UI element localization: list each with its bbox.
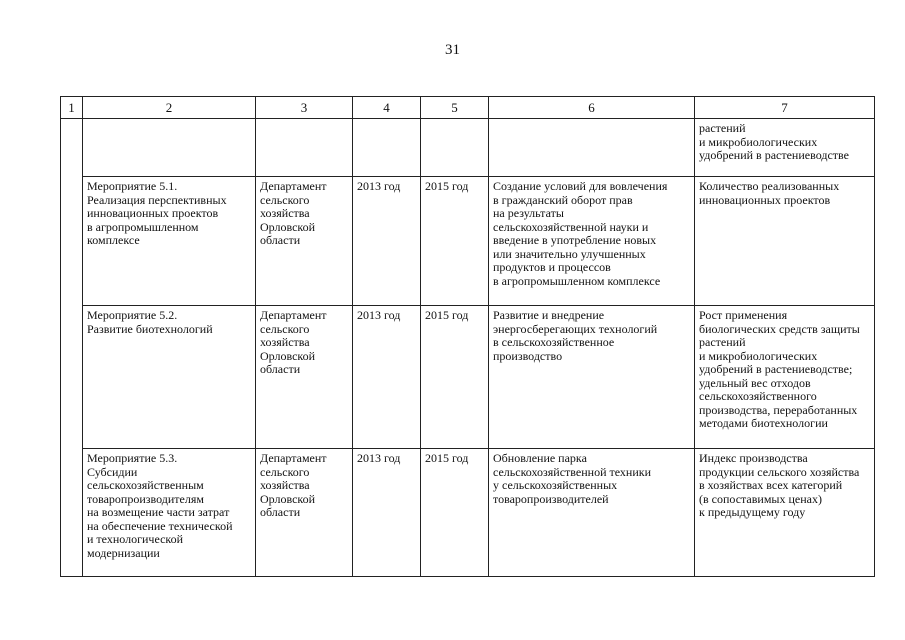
indicator-cell: растений и микробиологических удобрений в растениеводстве [695, 119, 875, 177]
indicator-cell: Индекс производства продукции сельского хозяйства в хозяйствах всех категорий (в сопоставимых ценах) к предыдущему году [695, 449, 875, 577]
table-row [61, 177, 875, 306]
result-cell: Создание условий для вовлечения в гражданский оборот прав на результаты сельскохозяйственной науки и введение в употребление новых или значительно улучшенных продуктов и процессов в агропромышленном комплексе [489, 177, 695, 306]
result-cell: Развитие и внедрение энергосберегающих технологий в сельскохозяйственное производство [489, 306, 695, 449]
table-row [61, 449, 875, 577]
start-year-cell: 2013 год [353, 449, 421, 577]
start-year-cell: 2013 год [353, 306, 421, 449]
header-col-5: 5 [421, 97, 489, 119]
header-col-7: 7 [695, 97, 875, 119]
header-col-4: 4 [353, 97, 421, 119]
table-row [61, 119, 875, 177]
result-cell [489, 119, 695, 177]
result-cell: Обновление парка сельскохозяйственной техники у сельскохозяйственных товаропроизводителей [489, 449, 695, 577]
header-col-2: 2 [83, 97, 256, 119]
indicator-cell: Рост применения биологических средств защиты растений и микробиологических удобрений в растениеводстве; удельный вес отходов сельскохозяйственного производства, переработанных методами биотехнологии [695, 306, 875, 449]
executor-cell: Департамент сельского хозяйства Орловской области [256, 449, 353, 577]
start-year-cell [353, 119, 421, 177]
end-year-cell: 2015 год [421, 177, 489, 306]
header-col-6: 6 [489, 97, 695, 119]
executor-cell [256, 119, 353, 177]
table-row [61, 306, 875, 449]
executor-cell: Департамент сельского хозяйства Орловской области [256, 306, 353, 449]
measure-cell: Мероприятие 5.1. Реализация перспективных инновационных проектов в агропромышленном комплексе [83, 177, 256, 306]
executor-cell: Департамент сельского хозяйства Орловской области [256, 177, 353, 306]
end-year-cell: 2015 год [421, 306, 489, 449]
index-cell [61, 119, 83, 577]
header-row [61, 97, 875, 119]
measure-cell: Мероприятие 5.3. Субсидии сельскохозяйственным товаропроизводителям на возмещение части затрат на обеспечение технической и технологической модернизации [83, 449, 256, 577]
indicator-cell: Количество реализованных инновационных проектов [695, 177, 875, 306]
header-col-3: 3 [256, 97, 353, 119]
end-year-cell [421, 119, 489, 177]
end-year-cell: 2015 год [421, 449, 489, 577]
measures-table [60, 96, 875, 577]
start-year-cell: 2013 год [353, 177, 421, 306]
measure-cell [83, 119, 256, 177]
header-col-1: 1 [61, 97, 83, 119]
measure-cell: Мероприятие 5.2. Развитие биотехнологий [83, 306, 256, 449]
page-number: 31 [445, 42, 460, 58]
